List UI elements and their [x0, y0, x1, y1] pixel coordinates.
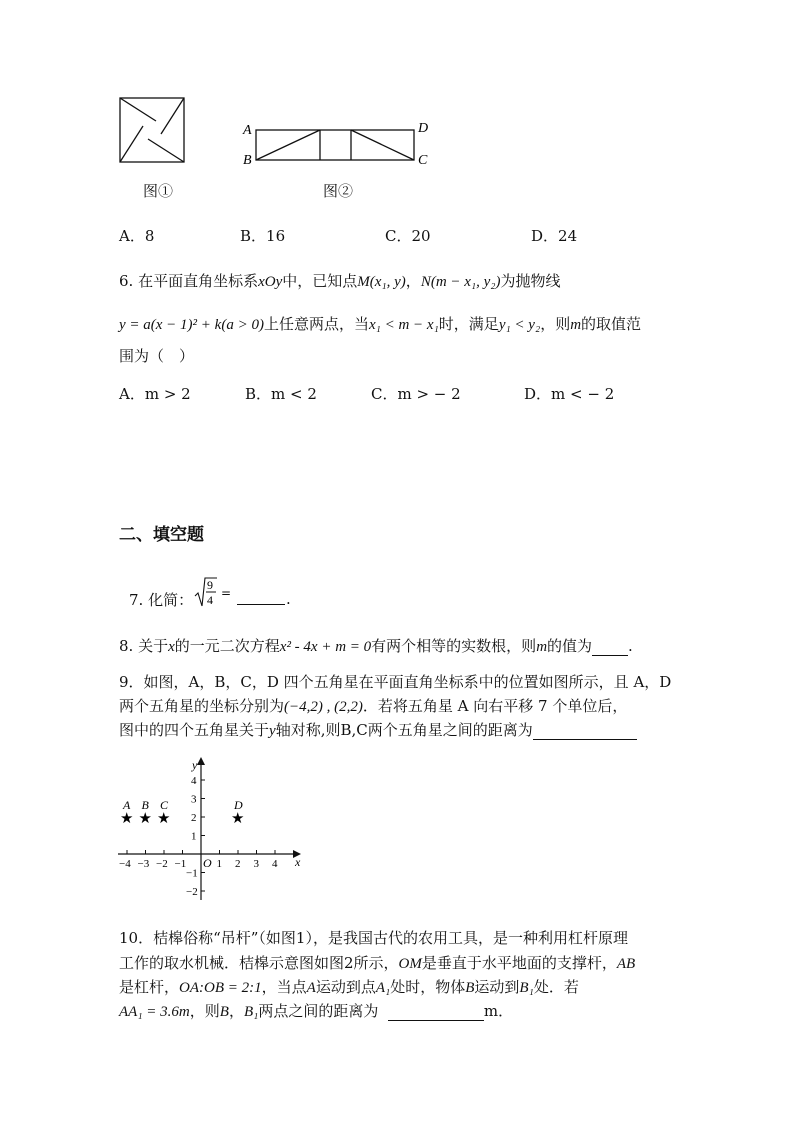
- fig2-label-b: B: [243, 153, 252, 168]
- q6-line-2: [119, 313, 641, 334]
- q10-text: 两点之间的距离为: [258, 1002, 379, 1020]
- x-tick-label: −3: [137, 858, 150, 870]
- q9-coords: (−4,2) , (2,2): [284, 699, 363, 715]
- q7-tail: [221, 583, 231, 601]
- q6-text: 的取值范: [581, 315, 642, 333]
- q10-point-a: A: [306, 980, 316, 996]
- x-tick-label: −4: [119, 858, 131, 870]
- x-tick-label: −1: [174, 858, 187, 870]
- x-tick-label: 2: [235, 858, 241, 870]
- q9-text: 图中的四个五角星关于: [119, 721, 270, 739]
- star-b: ★: [138, 811, 152, 827]
- q8-text: 有两个相等的实数根，则: [371, 637, 537, 655]
- origin-label: O: [203, 856, 212, 870]
- q7-equals: =: [221, 586, 232, 600]
- q6-point-m: M(x₁, y): [357, 274, 406, 290]
- star-d: ★: [231, 811, 245, 827]
- x-tick-label: 3: [253, 858, 259, 870]
- q5-option-b: B．16: [240, 227, 286, 245]
- coordinate-graph: [110, 755, 310, 905]
- q5-option-a: A．8: [119, 227, 155, 245]
- q6-text: 上任意两点，当: [263, 315, 369, 333]
- star-c: ★: [157, 811, 171, 827]
- figure-2: [240, 118, 440, 168]
- fig2-label-a: A: [243, 123, 252, 138]
- q10-point-b1: B₁: [243, 1004, 259, 1020]
- y-axis-arrow: [197, 757, 205, 765]
- q8-text: 的一元二次方程: [174, 637, 280, 655]
- q6-option-d: D．m < − 2: [524, 385, 615, 403]
- q10-text: 处．若: [533, 978, 579, 996]
- q10-ratio: OA:OB = 2:1: [179, 980, 262, 996]
- q9-text: ．若将五角星 A 向右平移 7 个单位后，: [362, 697, 628, 715]
- figure-1: [118, 96, 188, 164]
- section-title: 二、填空题: [119, 525, 204, 545]
- q9-line-2: [119, 695, 627, 716]
- q7-sqrt-fraction: [194, 576, 218, 608]
- q10-answer-blank[interactable]: [388, 1002, 484, 1021]
- y-tick-label: 3: [191, 793, 197, 806]
- fig2-label-c: C: [418, 153, 428, 168]
- q6-var-m: m: [570, 317, 582, 333]
- q10-line-1: 10．桔槔俗称“吊杆”（如图1），是我国古代的农用工具，是一种利用杠杆原理: [119, 929, 628, 947]
- x-tick-label: 1: [216, 858, 222, 870]
- q6-equation: y = a(x − 1)² + k(a > 0): [119, 317, 264, 333]
- q8-period: .: [628, 637, 633, 655]
- q8-var-m: m: [536, 639, 548, 655]
- y-tick-label: 1: [191, 830, 197, 843]
- q7-period: .: [286, 590, 291, 608]
- q10-point-a1: A₁: [375, 980, 391, 996]
- q6-point-n: N(m − x₁, y₂): [420, 274, 501, 290]
- q6-text: 为抛物线: [500, 272, 561, 290]
- q6-text: 时，满足: [438, 315, 499, 333]
- x-tick-label: −2: [156, 858, 168, 870]
- fig2-label-d: D: [418, 121, 429, 136]
- q10-point-b1: B₁: [519, 980, 534, 996]
- q9-text: 轴对称,则B,C两个五角星之间的距离为: [275, 721, 533, 739]
- y-tick-label: 4: [191, 775, 197, 787]
- q6-line-1: [119, 270, 561, 291]
- q5-option-d: D．24: [531, 227, 578, 245]
- q10-text: 运动到点: [315, 978, 376, 996]
- y-axis-label: y: [192, 758, 198, 772]
- q8-equation: x² - 4x + m = 0: [279, 639, 372, 655]
- star-a: ★: [120, 811, 134, 827]
- q6-text: 中，已知点: [282, 272, 358, 290]
- figure-2-caption: 图②: [323, 182, 354, 200]
- q10-unit: m．: [483, 1002, 514, 1020]
- y-tick-label: 2: [191, 812, 197, 824]
- q6-text: 在平面直角坐标系: [138, 272, 259, 290]
- q6-line-3: 围为（ ）: [119, 347, 195, 365]
- q10-om: OM: [398, 956, 422, 972]
- q7-numerator: 9: [207, 578, 213, 592]
- q6-condition-1: x₁ < m − x₁: [368, 317, 439, 333]
- x-axis-label: x: [295, 855, 301, 869]
- q7-denominator: 4: [207, 593, 213, 607]
- q8-text: 8. 关于: [119, 637, 169, 655]
- figure-1-caption: 图①: [143, 182, 174, 200]
- q10-text: ，当点: [261, 978, 307, 996]
- q10-line-2: [119, 952, 635, 973]
- q9-text: 两个五角星的坐标分别为: [119, 697, 285, 715]
- y-tick-label: −2: [186, 886, 198, 898]
- q10-line-4: [119, 1000, 513, 1021]
- q6-text: ，: [405, 272, 421, 290]
- q9-var-y: y: [269, 723, 276, 739]
- q7: [129, 589, 193, 610]
- q6-option-b: B．m < 2: [245, 385, 317, 403]
- q10-ab: AB: [616, 956, 636, 972]
- q7-prompt: 7. 化简：: [129, 591, 194, 609]
- q10-text: 运动到: [474, 978, 520, 996]
- q8-text: 的值为: [547, 637, 593, 655]
- q8-answer-blank[interactable]: [592, 637, 628, 656]
- q6-text: ，则: [540, 315, 571, 333]
- q10-text: 处时，物体: [390, 978, 466, 996]
- q9-line-3: [119, 719, 637, 740]
- star-label-d: D: [234, 798, 243, 812]
- star-label-b: B: [141, 798, 149, 812]
- q10-line-3: [119, 976, 579, 997]
- q6-option-c: C．m > − 2: [371, 385, 461, 403]
- y-tick-label: −1: [186, 867, 198, 880]
- q6-condition-2: y₁ < y₂: [498, 317, 541, 333]
- q6-number: 6.: [119, 272, 134, 290]
- q6-option-a: A．m > 2: [119, 385, 191, 403]
- q10-point-b: B: [219, 1004, 229, 1020]
- x-tick-label: 4: [272, 858, 278, 870]
- q7-answer-blank[interactable]: [237, 604, 285, 605]
- q9-answer-blank[interactable]: [533, 721, 637, 740]
- q8: [119, 635, 633, 656]
- q10-text: 是杠杆，: [119, 978, 180, 996]
- star-label-a: A: [123, 798, 131, 812]
- q5-option-c: C．20: [385, 227, 431, 245]
- q8-var-x: x: [168, 639, 175, 655]
- q10-text: 工作的取水机械．桔槔示意图如图2所示，: [119, 954, 399, 972]
- q9-line-1: 9．如图，A，B，C，D 四个五角星在平面直角坐标系中的位置如图所示，且 A，D: [119, 673, 672, 691]
- q10-text: ，则: [189, 1002, 220, 1020]
- q10-distance: AA₁ = 3.6m: [119, 1004, 190, 1020]
- q10-text: 是垂直于水平地面的支撑杆，: [421, 954, 617, 972]
- q6-coord-sys: xOy: [258, 274, 283, 290]
- q10-point-b: B: [465, 980, 475, 996]
- q10-text: ，: [228, 1002, 244, 1020]
- star-label-c: C: [160, 798, 169, 812]
